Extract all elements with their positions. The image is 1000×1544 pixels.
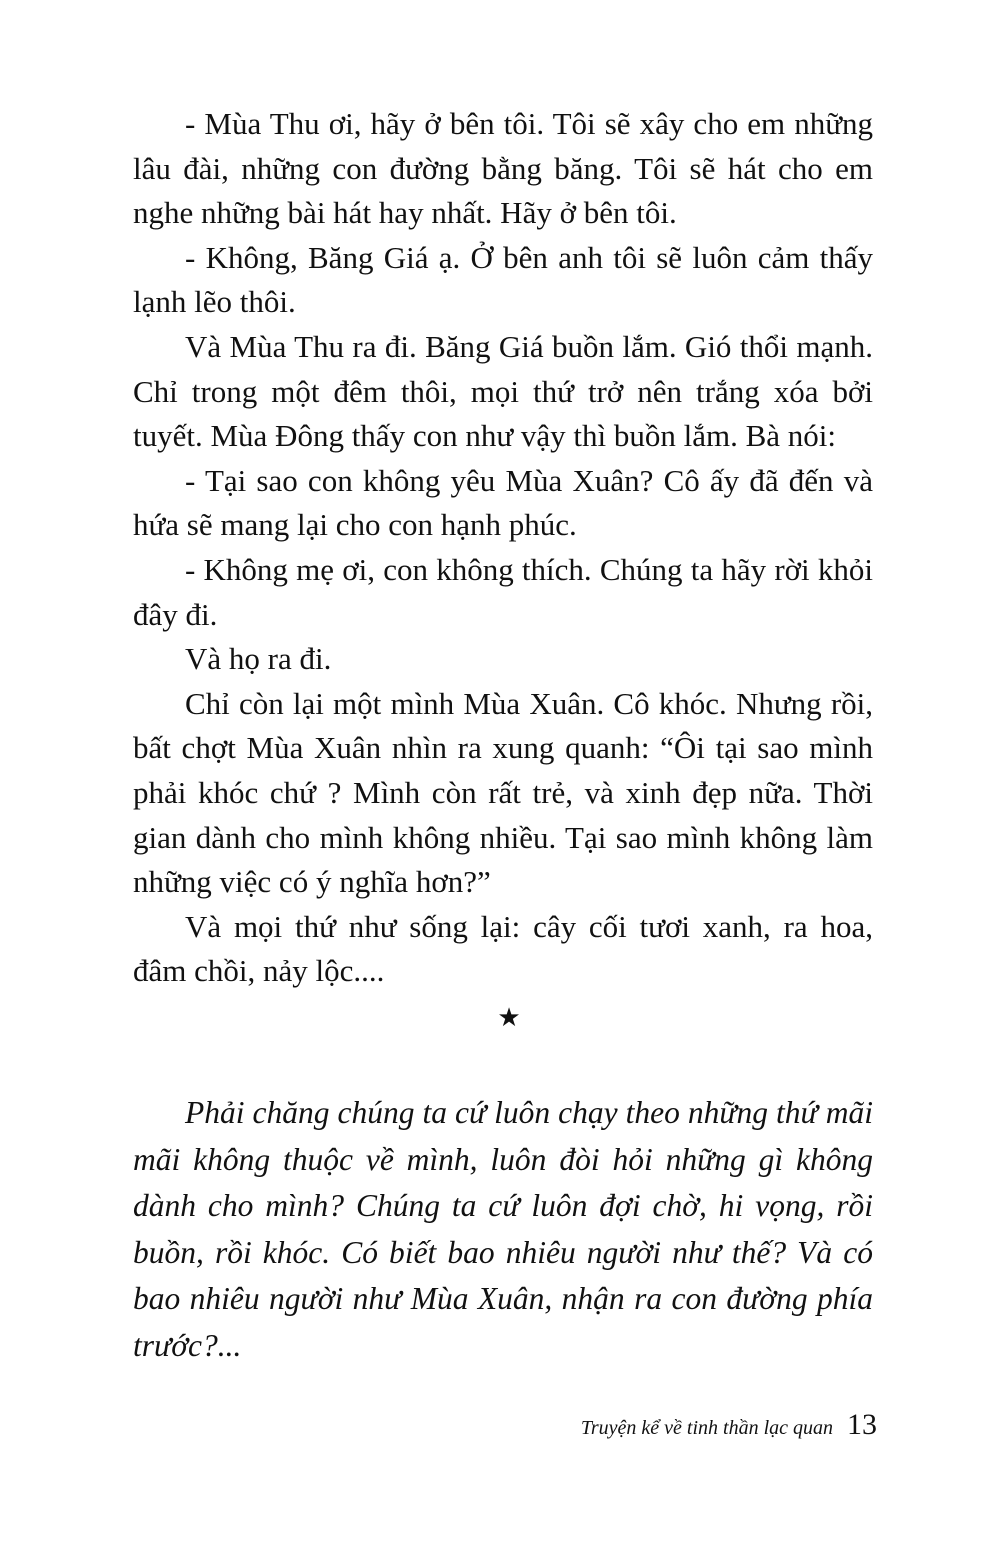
paragraph-revival: Và mọi thứ như sống lại: cây cối tươi xanh, ra hoa, đâm chồi, nảy lộc.... — [133, 908, 873, 989]
paragraph-autumn-leaves: Và Mùa Thu ra đi. Băng Giá buồn lắm. Gió thổi mạnh. Chỉ trong một đêm thôi, mọi thứ trở nên trắng xóa bởi tuyết. Mùa Đông thấy con như vậy thì buồn lắm. Bà nói: — [133, 328, 873, 454]
paragraph-autumn-refusal: - Không, Băng Giá ạ. Ở bên anh tôi sẽ luôn cảm thấy lạnh lẽo thôi. — [133, 239, 873, 320]
page-number: 13 — [847, 1408, 877, 1441]
running-footer-title: Truyện kể về tinh thần lạc quan — [580, 1417, 833, 1439]
star-separator-icon: ★ — [497, 1002, 521, 1032]
paragraph-frost-reply: - Không mẹ ơi, con không thích. Chúng ta hãy rời khỏi đây đi. — [133, 551, 873, 632]
paragraph-autumn-plea: - Mùa Thu ơi, hãy ở bên tôi. Tôi sẽ xây cho em những lâu đài, những con đường bằng băng. Tôi sẽ hát cho em nghe những bài hát hay nhất. Hãy ở bên tôi. — [133, 106, 873, 231]
paragraph-spring-alone: Chỉ còn lại một mình Mùa Xuân. Cô khóc. Nhưng rồi, bất chợt Mùa Xuân nhìn ra xung quanh: “Ôi tại sao mình phải khóc chứ ? Mình còn rất trẻ, và xinh đẹp nữa. Thời gian dành cho mình không nhiều. Tại sao mình không làm những việc có ý nghĩa hơn?” — [133, 685, 873, 900]
story-text — [133, 102, 873, 1042]
page-footer — [400, 1408, 877, 1442]
reflection-paragraph: Phải chăng chúng ta cứ luôn chạy theo những thứ mãi mãi không thuộc về mình, luôn đòi hỏi những gì không dành cho mình? Chúng ta cứ luôn đợi chờ, hi vọng, rồi buồn, rồi khóc. Có biết bao nhiêu người như thế? Và có bao nhiêu người như Mùa Xuân, nhận ra con đường phía trước?... — [133, 1095, 873, 1363]
paragraph-they-leave: Và họ ra đi. — [185, 641, 332, 677]
paragraph-winter-question: - Tại sao con không yêu Mùa Xuân? Cô ấy đã đến và hứa sẽ mang lại cho con hạnh phúc. — [133, 462, 873, 543]
